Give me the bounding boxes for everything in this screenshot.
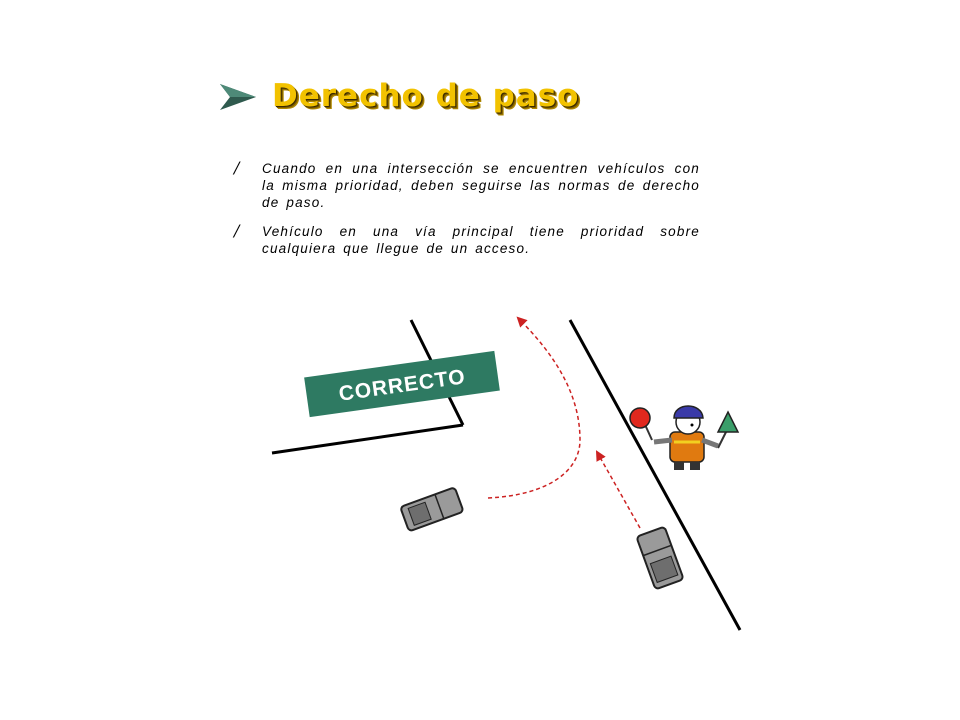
car-main-road-icon xyxy=(636,527,683,590)
sign-label: CORRECTO xyxy=(337,365,468,406)
pencil-stroke-icon: / xyxy=(234,221,240,240)
title-arrow-icon xyxy=(218,82,258,112)
pencil-stroke-icon: / xyxy=(234,158,240,177)
bullet-item xyxy=(230,160,700,211)
bullet-text: Cuando en una intersección se encuentren vehículos con la misma prioridad, deben seguirse las normas de derecho de paso. xyxy=(262,161,700,210)
bullet-list xyxy=(230,160,700,269)
bullet-item xyxy=(230,223,700,257)
slide-title: Derecho de paso xyxy=(272,78,580,114)
bullet-text: Vehículo en una vía principal tiene prioridad sobre cualquiera que llegue de un acceso. xyxy=(262,224,700,256)
correcto-sign xyxy=(304,351,500,417)
straight-path-arrow xyxy=(597,452,640,528)
intersection-diagram xyxy=(260,300,760,640)
car-side-road-icon xyxy=(400,487,463,531)
turn-path-arrow xyxy=(488,318,580,498)
